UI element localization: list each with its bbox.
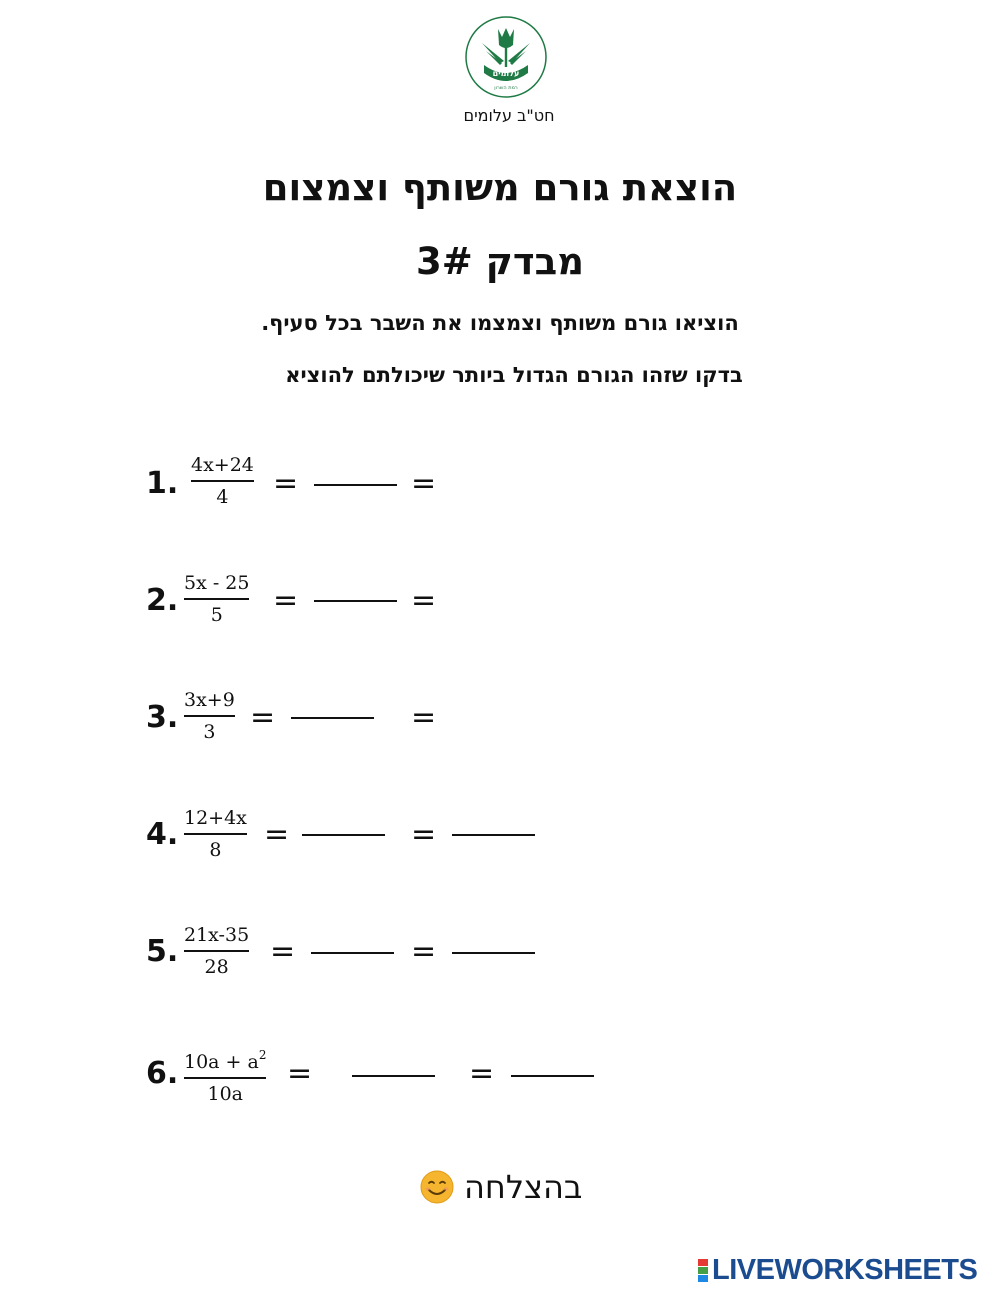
school-name: חט"ב עלומים [463,106,555,125]
equals-sign: = [411,934,437,969]
answer-blank-1[interactable] [302,834,385,836]
fraction [184,1042,266,1107]
denominator: 28 [204,956,229,978]
answer-blank-2[interactable] [452,834,535,836]
numerator: 5x - 25 [184,572,250,594]
equals-sign: = [411,583,437,618]
brand-text: LIVEWORKSHEETS [712,1254,978,1286]
exercise-5 [0,922,1000,992]
exercise-number: 1. [146,466,179,501]
answer-blank-1[interactable] [291,717,374,719]
denominator: 4 [216,486,229,508]
quiz-number [0,240,1000,283]
brand-logo-icon [698,1259,708,1282]
exercise-number: 3. [146,700,179,735]
fraction-bar [184,598,249,600]
svg-text:עלומים: עלומים [492,69,520,78]
answer-blank-1[interactable] [314,600,397,602]
numerator: 3x+9 [184,689,235,711]
instruction-line-1: הוציאו גורם משותף וצמצמו את השבר בכל סעיף. [261,311,739,335]
denominator: 10a [207,1083,243,1105]
fraction [184,570,249,628]
equals-sign: = [411,466,437,501]
numerator: 21x-35 [184,924,250,946]
liveworksheets-brand[interactable] [698,1254,977,1287]
numerator-base: 10a + a [184,1051,259,1073]
answer-blank-1[interactable] [311,952,394,954]
exercise-number: 2. [146,583,179,618]
smiley-icon [420,1170,454,1204]
numerator: 4x+24 [191,454,254,476]
exercise-6 [0,1042,1000,1112]
fraction [184,687,235,745]
equals-sign: = [411,700,437,735]
fraction-bar [184,1077,266,1079]
fraction-bar [184,950,249,952]
denominator: 5 [210,604,223,626]
exercise-2 [0,570,1000,640]
denominator: 3 [203,721,216,743]
numerator [184,1042,266,1075]
quiz-label: מבדק 3# [416,240,584,283]
exercise-1 [0,452,1000,522]
equals-sign: = [250,700,276,735]
exercise-number: 5. [146,934,179,969]
good-luck-text: בהצלחה [464,1168,583,1206]
exercise-4 [0,805,1000,875]
good-luck-message [420,1168,610,1206]
fraction [184,805,247,863]
equals-sign: = [273,466,299,501]
equals-sign: = [469,1056,495,1091]
equals-sign: = [270,934,296,969]
fraction-bar [184,715,235,717]
fraction [191,452,254,510]
exponent: 2 [258,1048,267,1062]
equals-sign: = [264,817,290,852]
worksheet-title: הוצאת גורם משותף וצמצום [262,166,738,209]
school-logo [464,15,548,99]
numerator: 12+4x [184,807,247,829]
equals-sign: = [273,583,299,618]
instruction-line-2: בדקו שזהו הגורם הגדול ביותר שיכולתם להוציא [285,363,743,387]
svg-text:רמת השרון: רמת השרון [494,85,518,91]
answer-blank-1[interactable] [352,1075,435,1077]
exercise-number: 4. [146,817,179,852]
equals-sign: = [287,1056,313,1091]
fraction-bar [184,833,247,835]
exercise-number: 6. [146,1056,179,1091]
exercise-3 [0,687,1000,757]
fraction-bar [191,480,254,482]
fraction [184,922,249,980]
equals-sign: = [411,817,437,852]
answer-blank-1[interactable] [314,484,397,486]
answer-blank-2[interactable] [511,1075,594,1077]
answer-blank-2[interactable] [452,952,535,954]
denominator: 8 [209,839,222,861]
